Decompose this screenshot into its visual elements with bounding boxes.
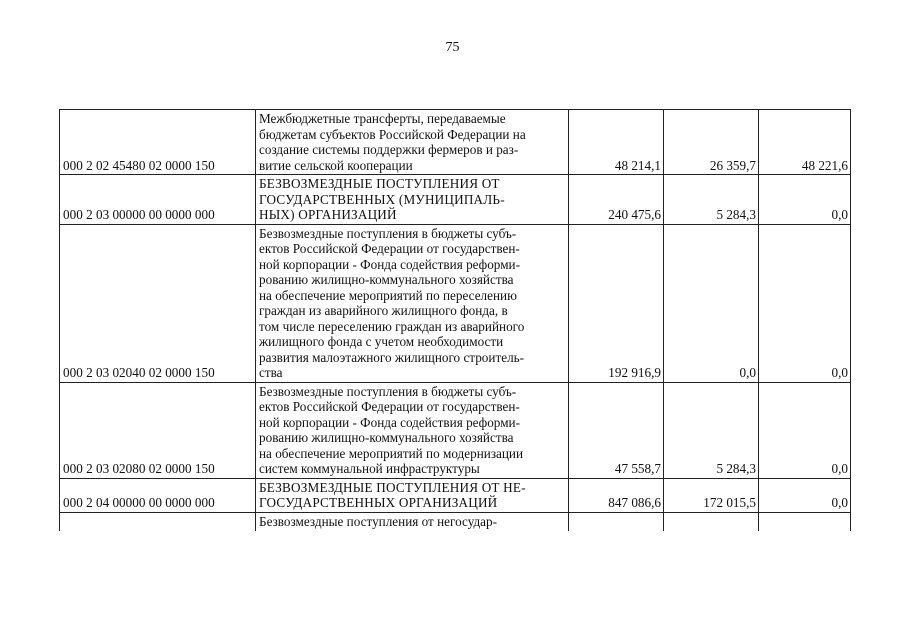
description-line: том числе переселению граждан из аварийного bbox=[259, 318, 525, 334]
budget-code-cell: 000 2 02 45480 02 0000 150 bbox=[60, 110, 256, 175]
amount-cell-3: 0,0 bbox=[759, 382, 851, 478]
description-line: Безвозмездные поступления от негосудар- bbox=[259, 513, 498, 529]
amount-cell-3: 0,0 bbox=[759, 224, 851, 382]
description-cell bbox=[256, 175, 569, 225]
description-line: ной корпорации - Фонда содействия реформи- bbox=[259, 414, 520, 430]
description-line: развития малоэтажного жилищного строитель- bbox=[259, 349, 525, 365]
description-line: НЫХ) ОРГАНИЗАЦИЙ bbox=[259, 207, 397, 222]
budget-code-cell: 000 2 04 00000 00 0000 000 bbox=[60, 478, 256, 512]
budget-code-cell: 000 2 03 00000 00 0000 000 bbox=[60, 175, 256, 225]
description-line: Безвозмездные поступления в бюджеты субъ- bbox=[259, 383, 517, 399]
description-line: рованию жилищно-коммунального хозяйства bbox=[259, 430, 514, 445]
description-line: ектов Российской Федерации от государствен- bbox=[259, 241, 520, 256]
description-line: ГОСУДАРСТВЕННЫХ (МУНИЦИПАЛЬ- bbox=[259, 191, 505, 207]
description-cell bbox=[256, 224, 569, 382]
amount-cell-3: 0,0 bbox=[759, 478, 851, 512]
description-line: систем коммунальной инфраструктуры bbox=[259, 461, 480, 476]
description-cell bbox=[256, 382, 569, 478]
page-number: 75 bbox=[445, 40, 460, 55]
description-line: на обеспечение мероприятий по переселению bbox=[259, 287, 517, 303]
table-row bbox=[60, 512, 851, 531]
table-row bbox=[60, 224, 851, 382]
table-row bbox=[60, 110, 851, 175]
description-cell bbox=[256, 110, 569, 175]
description-line: на обеспечение мероприятий по модернизации bbox=[259, 445, 524, 461]
description-line: рованию жилищно-коммунального хозяйства bbox=[259, 272, 514, 287]
amount-cell-1 bbox=[569, 512, 664, 531]
description-line: ектов Российской Федерации от государствен- bbox=[259, 399, 520, 414]
description-line: создание системы поддержки фермеров и раз- bbox=[259, 142, 519, 157]
description-line: Межбюджетные трансферты, передаваемые bbox=[259, 111, 506, 126]
amount-cell-3 bbox=[759, 512, 851, 531]
description-line: БЕЗВОЗМЕЗДНЫЕ ПОСТУПЛЕНИЯ ОТ bbox=[259, 176, 500, 191]
description-line: жилищного фонда с учетом необходимости bbox=[259, 334, 504, 349]
amount-cell-3: 48 221,6 bbox=[759, 110, 851, 175]
amount-cell-2 bbox=[664, 512, 759, 531]
budget-code-cell: 000 2 03 02080 02 0000 150 bbox=[60, 382, 256, 478]
amount-cell-2: 0,0 bbox=[664, 224, 759, 382]
table-row bbox=[60, 478, 851, 512]
amount-cell-3: 0,0 bbox=[759, 175, 851, 225]
description-line: ства bbox=[259, 365, 283, 380]
table-row bbox=[60, 175, 851, 225]
amount-cell-1: 847 086,6 bbox=[569, 478, 664, 512]
description-cell bbox=[256, 512, 569, 531]
description-line: граждан из аварийного жилищного фонда, в bbox=[259, 303, 508, 318]
amount-cell-1: 192 916,9 bbox=[569, 224, 664, 382]
amount-cell-2: 172 015,5 bbox=[664, 478, 759, 512]
budget-revenue-table bbox=[59, 109, 851, 531]
amount-cell-2: 5 284,3 bbox=[664, 382, 759, 478]
amount-cell-2: 26 359,7 bbox=[664, 110, 759, 175]
description-line: витие сельской кооперации bbox=[259, 157, 413, 173]
table-row bbox=[60, 382, 851, 478]
amount-cell-1: 48 214,1 bbox=[569, 110, 664, 175]
description-line: ной корпорации - Фонда содействия реформи- bbox=[259, 256, 520, 272]
description-line: бюджетам субъектов Российской Федерации на bbox=[259, 126, 526, 142]
amount-cell-1: 240 475,6 bbox=[569, 175, 664, 225]
description-line: Безвозмездные поступления в бюджеты субъ- bbox=[259, 225, 517, 241]
budget-code-cell: 000 2 03 02040 02 0000 150 bbox=[60, 224, 256, 382]
description-line: БЕЗВОЗМЕЗДНЫЕ ПОСТУПЛЕНИЯ ОТ НЕ- bbox=[259, 479, 526, 495]
amount-cell-1: 47 558,7 bbox=[569, 382, 664, 478]
amount-cell-2: 5 284,3 bbox=[664, 175, 759, 225]
description-cell bbox=[256, 478, 569, 512]
budget-code-cell bbox=[60, 512, 256, 531]
description-line: ГОСУДАРСТВЕННЫХ ОРГАНИЗАЦИЙ bbox=[259, 495, 498, 510]
